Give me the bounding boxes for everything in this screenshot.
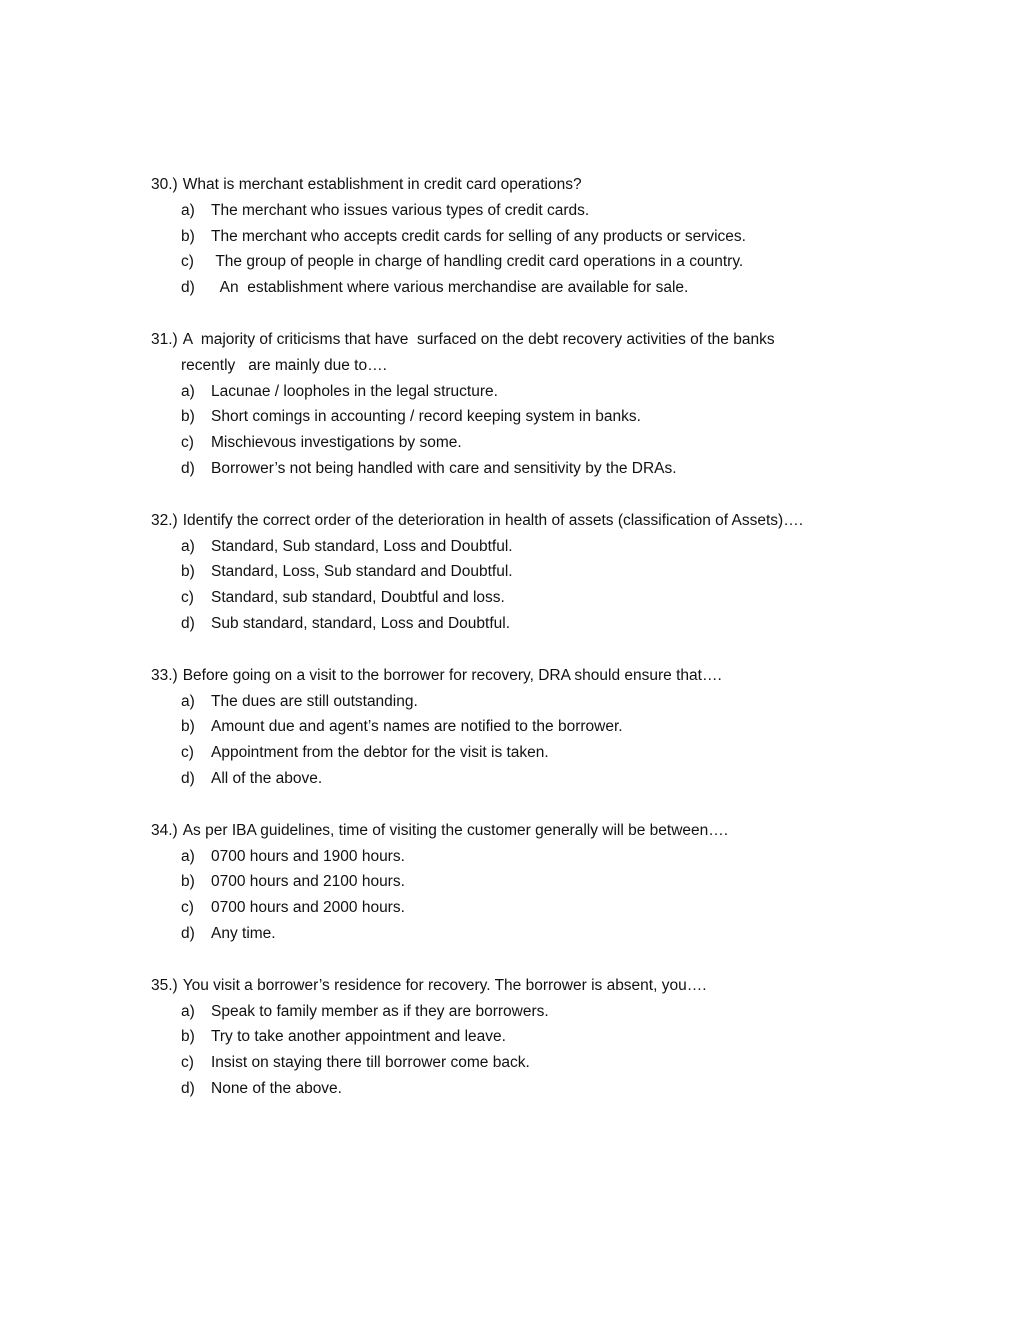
option-text: Appointment from the debtor for the visit is taken.: [211, 744, 549, 762]
option-text: Standard, Sub standard, Loss and Doubtful.: [211, 537, 513, 555]
option-b: [151, 404, 891, 430]
question-34: [151, 818, 891, 947]
option-letter: d): [181, 279, 195, 297]
option-letter: b): [181, 1028, 195, 1046]
option-d: [151, 275, 891, 301]
option-b: [151, 224, 891, 250]
question-stem: [151, 663, 891, 689]
option-letter: c): [181, 253, 194, 271]
option-letter: d): [181, 1079, 195, 1097]
option-text: Amount due and agent’s names are notified to the borrower.: [211, 718, 623, 736]
option-text: Mischievous investigations by some.: [211, 434, 462, 452]
option-text: An establishment where various merchandise are available for sale.: [211, 279, 689, 297]
question-stem: [151, 973, 891, 999]
question-text: You visit a borrower’s residence for recovery. The borrower is absent, you….: [182, 976, 707, 994]
option-d: [151, 456, 891, 482]
option-a: [151, 999, 891, 1025]
option-text: 0700 hours and 2100 hours.: [211, 873, 405, 891]
question-text: Before going on a visit to the borrower for recovery, DRA should ensure that….: [182, 666, 722, 684]
option-text: The dues are still outstanding.: [211, 692, 418, 710]
option-text: Any time.: [211, 924, 276, 942]
option-c: [151, 1050, 891, 1076]
option-d: [151, 611, 891, 637]
question-stem-continued: [151, 353, 891, 379]
option-text: Try to take another appointment and leave.: [211, 1028, 506, 1046]
option-text: Short comings in accounting / record keeping system in banks.: [211, 408, 641, 426]
option-c: [151, 740, 891, 766]
option-letter: b): [181, 718, 195, 736]
option-d: [151, 921, 891, 947]
option-letter: a): [181, 537, 195, 555]
option-letter: d): [181, 614, 195, 632]
question-number: 34.): [151, 821, 178, 839]
question-stem: [151, 327, 891, 353]
option-d: [151, 1076, 891, 1102]
option-text: None of the above.: [211, 1079, 342, 1097]
question-number: 30.): [151, 176, 178, 193]
question-text: What is merchant establishment in credit card operations?: [182, 176, 582, 193]
option-text: Standard, Loss, Sub standard and Doubtful.: [211, 563, 513, 581]
option-text: Borrower’s not being handled with care and sensitivity by the DRAs.: [211, 459, 677, 477]
option-letter: c): [181, 1054, 194, 1072]
option-letter: a): [181, 1002, 195, 1020]
option-text: The merchant who accepts credit cards for selling of any products or services.: [211, 227, 746, 245]
option-letter: d): [181, 769, 195, 787]
option-letter: b): [181, 408, 195, 426]
question-35: [151, 973, 891, 1102]
option-text: Standard, sub standard, Doubtful and loss.: [211, 589, 505, 607]
option-letter: a): [181, 692, 195, 710]
option-letter: d): [181, 924, 195, 942]
question-text: Identify the correct order of the deterioration in health of assets (classification of Assets)….: [182, 511, 804, 529]
option-b: [151, 559, 891, 585]
option-b: [151, 714, 891, 740]
option-letter: a): [181, 201, 195, 219]
option-d: [151, 766, 891, 792]
question-31: [151, 327, 891, 482]
option-a: [151, 379, 891, 405]
option-text: Insist on staying there till borrower come back.: [211, 1054, 530, 1072]
option-text: 0700 hours and 2000 hours.: [211, 899, 405, 917]
option-text: Lacunae / loopholes in the legal structure.: [211, 382, 498, 400]
option-letter: a): [181, 847, 195, 865]
question-text: A majority of criticisms that have surfaced on the debt recovery activities of the banks: [182, 330, 775, 348]
question-stem: [151, 172, 891, 198]
option-a: [151, 689, 891, 715]
option-letter: c): [181, 434, 194, 452]
option-b: [151, 1024, 891, 1050]
option-letter: c): [181, 589, 194, 607]
question-text: As per IBA guidelines, time of visiting the customer generally will be between….: [182, 821, 729, 839]
option-a: [151, 198, 891, 224]
question-number: 35.): [151, 976, 178, 994]
question-number: 31.): [151, 330, 178, 348]
option-letter: a): [181, 382, 195, 400]
option-letter: c): [181, 744, 194, 762]
option-list: [151, 198, 891, 301]
question-number: 33.): [151, 666, 178, 684]
question-33: [151, 663, 891, 792]
question-32: [151, 508, 891, 637]
option-text: The merchant who issues various types of credit cards.: [211, 201, 590, 219]
option-list: [151, 379, 891, 482]
option-text: 0700 hours and 1900 hours.: [211, 847, 405, 865]
option-c: [151, 430, 891, 456]
question-stem: [151, 508, 891, 534]
option-c: [151, 249, 891, 275]
question-list: [151, 172, 891, 1128]
question-stem: [151, 818, 891, 844]
option-text: The group of people in charge of handling credit card operations in a country.: [211, 253, 744, 271]
option-list: [151, 689, 891, 792]
option-letter: b): [181, 563, 195, 581]
question-text-line-2: recently are mainly due to….: [181, 356, 387, 374]
option-letter: d): [181, 459, 195, 477]
option-letter: c): [181, 899, 194, 917]
option-text: Sub standard, standard, Loss and Doubtful.: [211, 614, 511, 632]
option-c: [151, 585, 891, 611]
option-list: [151, 844, 891, 947]
question-30: [151, 172, 891, 301]
option-list: [151, 534, 891, 637]
question-number: 32.): [151, 511, 178, 529]
option-text: All of the above.: [211, 769, 323, 787]
option-a: [151, 534, 891, 560]
option-letter: b): [181, 227, 195, 245]
option-text: Speak to family member as if they are borrowers.: [211, 1002, 549, 1020]
option-letter: b): [181, 873, 195, 891]
option-list: [151, 999, 891, 1102]
option-a: [151, 844, 891, 870]
option-c: [151, 895, 891, 921]
option-b: [151, 869, 891, 895]
